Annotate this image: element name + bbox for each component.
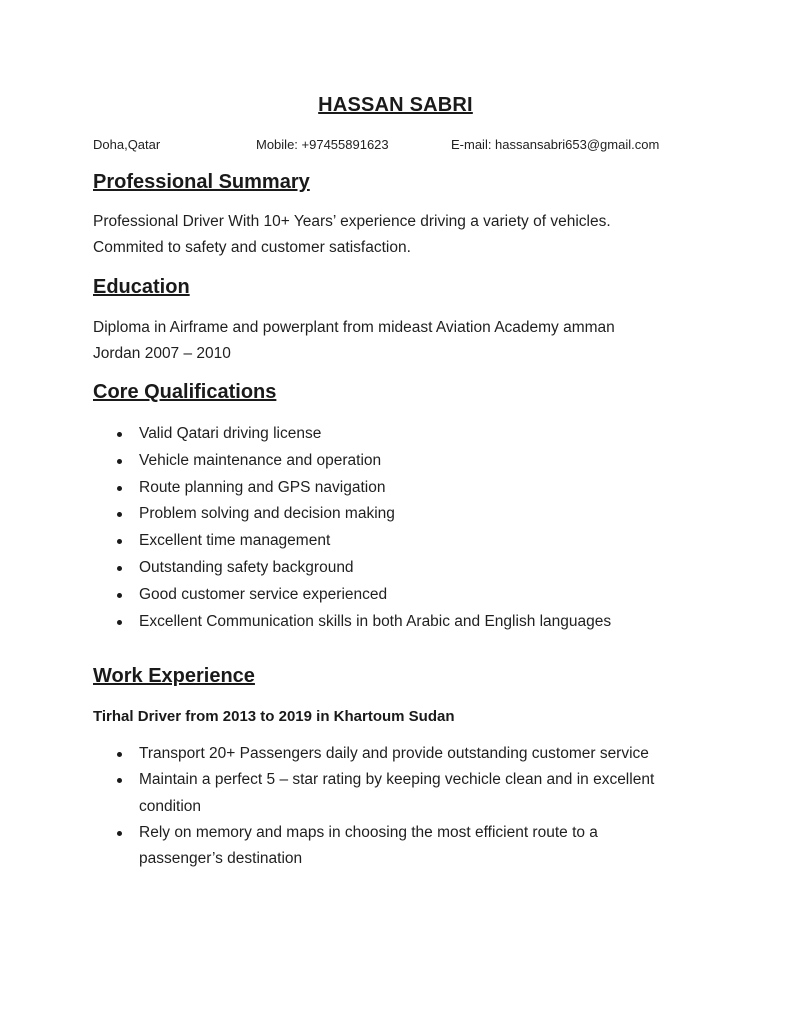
- work-heading: Work Experience: [93, 665, 255, 687]
- list-item: Rely on memory and maps in choosing the most efficient route to a passenger’s destination: [93, 820, 673, 873]
- contact-mobile: Mobile: +97455891623: [256, 137, 389, 152]
- list-item: Outstanding safety background: [93, 555, 703, 582]
- list-item: Maintain a perfect 5 – star rating by keeping vechicle clean and in excellent condition: [93, 767, 673, 820]
- summary-line: Professional Driver With 10+ Years’ experience driving a variety of vehicles.: [93, 213, 611, 230]
- education-heading: Education: [93, 276, 190, 298]
- job-title: Tirhal Driver from 2013 to 2019 in Khartoum Sudan: [93, 708, 455, 725]
- summary-line: Commited to safety and customer satisfaction.: [93, 239, 411, 256]
- list-item: Transport 20+ Passengers daily and provide outstanding customer service: [93, 741, 673, 767]
- list-item: Good customer service experienced: [93, 582, 703, 609]
- list-item: Vehicle maintenance and operation: [93, 448, 703, 475]
- education-text: [93, 315, 703, 367]
- list-item: Excellent Communication skills in both Arabic and English languages: [93, 609, 703, 636]
- qualifications-list: [93, 421, 703, 635]
- list-item: Problem solving and decision making: [93, 501, 703, 528]
- summary-text: [93, 209, 703, 261]
- contact-location: Doha,Qatar: [93, 137, 161, 152]
- work-duties-list: [93, 741, 673, 872]
- list-item: Excellent time management: [93, 528, 703, 555]
- candidate-name: HASSAN SABRI: [318, 94, 473, 116]
- summary-heading: Professional Summary: [93, 171, 310, 193]
- education-line: Jordan 2007 – 2010: [93, 345, 231, 362]
- contact-email: E-mail: hassansabri653@gmail.com: [451, 137, 660, 152]
- qualifications-heading: Core Qualifications: [93, 381, 277, 403]
- education-line: Diploma in Airframe and powerplant from mideast Aviation Academy amman: [93, 319, 615, 336]
- list-item: Valid Qatari driving license: [93, 421, 703, 448]
- list-item: Route planning and GPS navigation: [93, 475, 703, 502]
